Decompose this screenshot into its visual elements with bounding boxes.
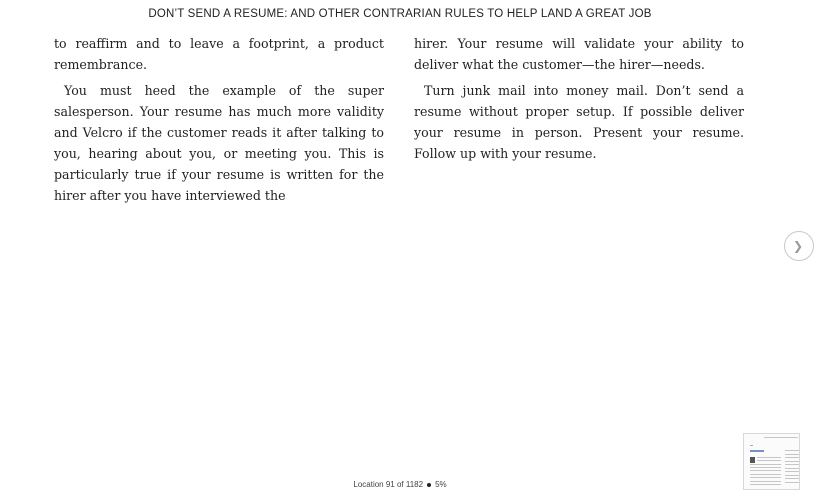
thumbnail-line [750, 477, 781, 478]
thumbnail-line [785, 478, 799, 479]
thumbnail-line [785, 475, 799, 476]
location-text: Location 91 of 1182 [353, 480, 424, 489]
paragraph: to reaffirm and to leave a footprint, a product remembrance. [54, 36, 384, 72]
thumbnail-line [785, 468, 799, 469]
thumbnail-line [750, 445, 753, 446]
thumbnail-line [785, 457, 799, 458]
next-page-button[interactable] [784, 231, 814, 261]
paragraph: Turn junk mail into money mail. Don’t send a resume without proper setup. If possible deliver your resume in person. Present your resume. Follow up with your resume. [414, 83, 744, 161]
thumbnail-line [750, 467, 781, 468]
thumbnail-line [785, 471, 799, 472]
percent-text: 5% [435, 480, 447, 489]
reading-progress [0, 480, 800, 489]
thumbnail-dropcap [750, 457, 755, 463]
thumbnail-line [750, 464, 781, 465]
thumbnail-line [785, 464, 799, 465]
separator-dot [427, 483, 431, 487]
thumbnail-line [750, 474, 781, 475]
thumbnail-line [757, 457, 781, 458]
paragraph: hirer. Your resume will validate your ability to deliver what the customer—the hirer—needs. [414, 36, 744, 72]
book-title-header: DON’T SEND A RESUME: AND OTHER CONTRARIAN RULES TO HELP LAND A GREAT JOB [148, 8, 652, 20]
left-column [54, 33, 384, 211]
thumbnail-line [750, 470, 781, 471]
thumbnail-line [757, 460, 781, 461]
chevron-right-icon: ❯ [793, 239, 804, 253]
thumbnail-line [785, 450, 799, 451]
thumbnail-line [764, 437, 798, 438]
paragraph: You must heed the example of the super salesperson. Your resume has much more validity and Velcro if the customer reads it after talking to you, hearing about you, or meeting you. This is particularly true if your resume is written for the hirer after you have interviewed the [54, 83, 384, 203]
thumbnail-line [785, 454, 799, 455]
thumbnail-title [750, 450, 764, 452]
thumbnail-line [785, 461, 799, 462]
right-column [414, 33, 744, 169]
